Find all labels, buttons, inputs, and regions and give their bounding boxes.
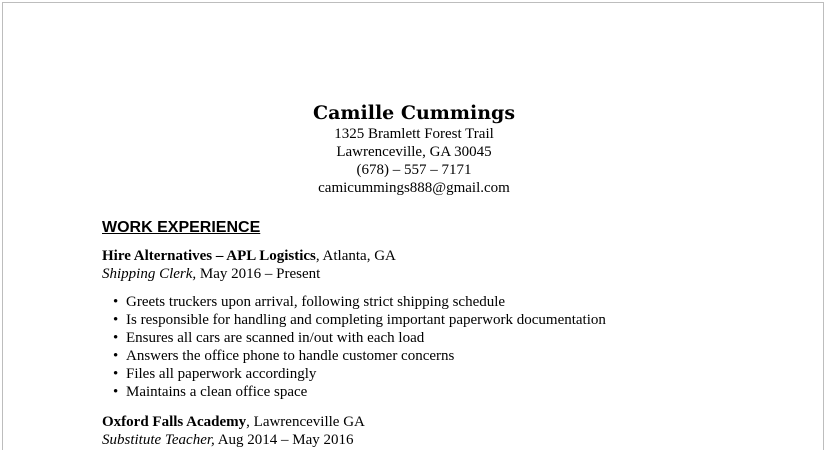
email-address: camicummings888@gmail.com	[318, 180, 510, 196]
bullet-icon: •	[113, 384, 119, 400]
section-heading-work-experience: WORK EXPERIENCE	[102, 219, 261, 236]
duty-text: Ensures all cars are scanned in/out with each load	[126, 330, 425, 346]
list-item	[102, 383, 606, 401]
duty-text: Files all paperwork accordingly	[126, 366, 317, 382]
job-role: Substitute Teacher,	[102, 432, 215, 448]
job-dates: Aug 2014 – May 2016	[214, 432, 354, 448]
address-line-1: 1325 Bramlett Forest Trail	[334, 126, 494, 142]
list-item	[102, 347, 606, 365]
job-entry	[102, 247, 606, 401]
job-location: , Atlanta, GA	[315, 248, 396, 264]
list-item	[102, 329, 606, 347]
job-title-line	[102, 413, 365, 431]
employer-name: Hire Alternatives – APL Logistics	[102, 248, 316, 264]
job-location: , Lawrenceville GA	[246, 414, 365, 430]
list-item	[102, 311, 606, 329]
job-dates: May 2016 – Present	[196, 266, 321, 282]
document-page	[2, 2, 824, 450]
job-title-line	[102, 247, 606, 265]
job-role: Shipping Clerk,	[102, 266, 197, 282]
address-line-2: Lawrenceville, GA 30045	[336, 144, 492, 160]
duty-text: Answers the office phone to handle customer concerns	[126, 348, 455, 364]
duties-list	[102, 293, 606, 401]
bullet-icon: •	[113, 366, 119, 382]
resume-header	[3, 101, 824, 197]
job-role-line	[102, 265, 606, 283]
bullet-icon: •	[113, 294, 119, 310]
bullet-icon: •	[113, 348, 119, 364]
duty-text: Greets truckers upon arrival, following strict shipping schedule	[126, 294, 506, 310]
duty-text: Is responsible for handling and completing important paperwork documentation	[126, 312, 606, 328]
job-role-line	[102, 431, 365, 449]
bullet-icon: •	[113, 330, 119, 346]
resume-name: Camille Cummings	[312, 102, 516, 124]
phone-number: (678) – 557 – 7171	[356, 162, 472, 178]
duty-text: Maintains a clean office space	[126, 384, 308, 400]
list-item	[102, 365, 606, 383]
job-entry	[102, 413, 365, 449]
list-item	[102, 293, 606, 311]
bullet-icon: •	[113, 312, 119, 328]
employer-name: Oxford Falls Academy	[102, 414, 247, 430]
